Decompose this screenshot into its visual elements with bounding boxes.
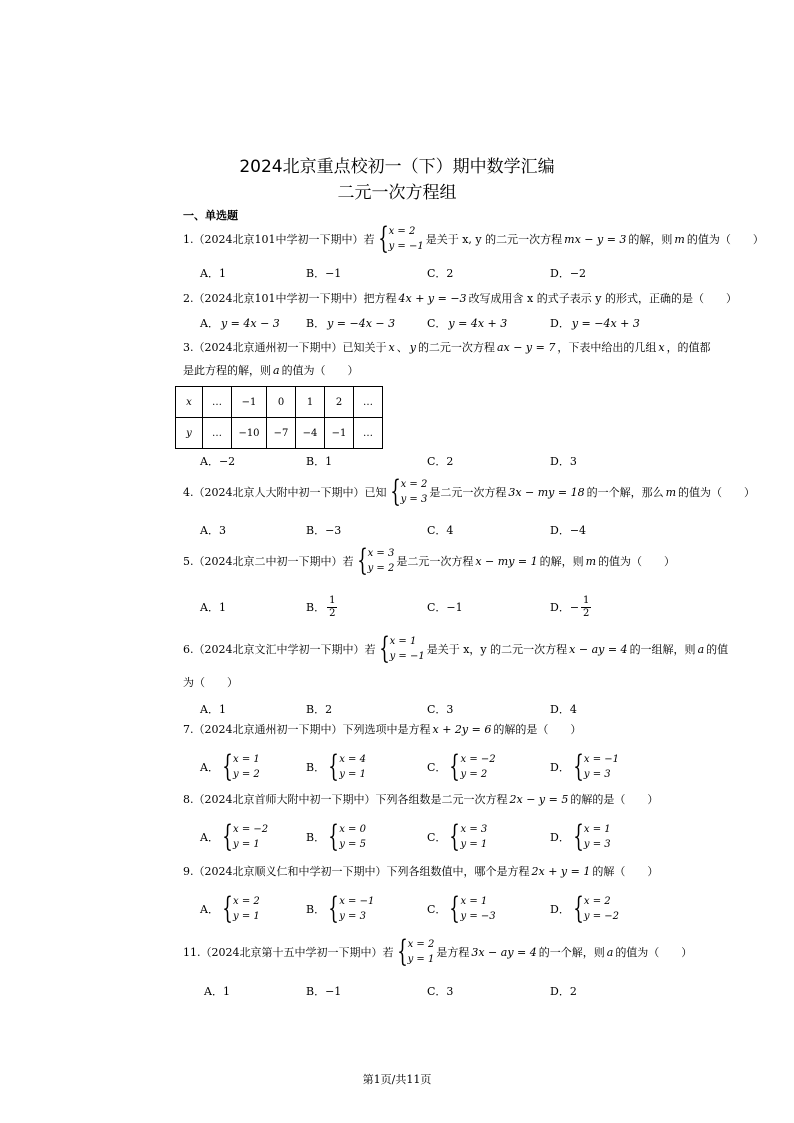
option-value: −3	[325, 523, 342, 537]
table-cell: −7	[267, 418, 296, 449]
question-number: 4.	[183, 485, 194, 499]
option-label: B．	[306, 985, 326, 998]
option-b[interactable]	[306, 749, 368, 784]
variable: x	[388, 340, 395, 354]
system-eq-1: x = 2	[388, 226, 416, 237]
variable: y	[409, 340, 416, 354]
option-value: 1	[222, 984, 230, 998]
options-q1	[200, 262, 760, 284]
option-label: B．	[306, 831, 326, 844]
option-b[interactable]	[306, 596, 339, 618]
question-source: （2024北京人大附中初一下期中）	[193, 486, 365, 499]
variable: m	[665, 485, 677, 499]
system-eq-2: y = 2	[460, 769, 488, 780]
question-text: 已知关于	[342, 341, 387, 354]
option-value: y = 4x − 3	[220, 316, 280, 330]
table-cell: −10	[232, 418, 267, 449]
option-label: A．	[200, 601, 219, 614]
table-cell: …	[203, 387, 232, 418]
option-label: C．	[427, 761, 447, 774]
option-a[interactable]	[200, 262, 226, 284]
option-label: D．	[550, 455, 570, 468]
system-eq-2: y = 1	[407, 954, 435, 965]
system-eq-1: x = 4	[339, 754, 366, 765]
option-label: B．	[306, 455, 326, 468]
table-cell: …	[354, 387, 383, 418]
question-number: 11.	[183, 945, 201, 959]
table-cell: 0	[267, 387, 296, 418]
equation-system: { x = 2 y = −1	[377, 221, 424, 256]
denominator: 2	[583, 607, 590, 619]
options-q11	[204, 980, 764, 1002]
option-b[interactable]	[306, 980, 341, 1002]
document-subtitle: 二元一次方程组	[337, 183, 457, 203]
equation-system: { x = 1 y = −3	[449, 891, 496, 926]
option-label: A．	[200, 455, 219, 468]
option-b[interactable]	[306, 519, 341, 541]
option-c[interactable]	[427, 819, 489, 854]
options-q5	[200, 596, 760, 618]
option-d[interactable]	[550, 450, 577, 472]
option-label: A．	[200, 524, 219, 537]
option-c[interactable]	[427, 262, 453, 284]
equation-system: { x = −2 y = 1	[222, 819, 269, 854]
table-cell: −1	[325, 418, 354, 449]
option-b[interactable]	[306, 891, 376, 926]
question-number: 8.	[183, 792, 194, 806]
option-d[interactable]	[550, 312, 642, 334]
option-value: −1	[325, 266, 342, 280]
option-d[interactable]	[550, 519, 586, 541]
option-value: y = −4x + 3	[571, 316, 640, 330]
system-eq-1: x = 0	[339, 824, 366, 835]
equation-system: { x = 1 y = 3	[573, 819, 611, 854]
system-eq-1: x = 2	[400, 479, 428, 490]
options-q8	[200, 819, 760, 854]
option-label: C．	[427, 703, 447, 716]
option-value: 1	[218, 266, 226, 280]
question-source: （2024北京顺义仁和中学初一下期中）	[193, 865, 387, 878]
values-table	[175, 386, 383, 449]
question-text: 的一组解，则	[629, 643, 696, 656]
system-eq-1: x = 3	[460, 824, 488, 835]
option-label: B．	[306, 761, 326, 774]
question-number: 7.	[183, 722, 194, 736]
system-eq-1: x = 1	[233, 754, 260, 765]
equation: mx − y = 3	[564, 232, 627, 246]
question-text: 的解的是（ ）	[570, 793, 659, 806]
system-eq-1: x = 2	[407, 939, 435, 950]
option-d[interactable]	[550, 819, 613, 854]
question-1	[183, 221, 764, 256]
equation-system: { x = −1 y = 3	[328, 891, 375, 926]
question-text: 的一个解，则	[538, 946, 605, 959]
option-c[interactable]	[427, 980, 453, 1002]
option-label: B．	[306, 903, 326, 916]
option-value: 2	[446, 266, 454, 280]
sign: −	[569, 600, 580, 614]
equation-system: { x = 1 y = −1	[378, 631, 425, 666]
option-label: D．	[550, 703, 570, 716]
variable: m	[674, 232, 685, 246]
table-cell: 2	[325, 387, 354, 418]
option-value: 2	[569, 984, 577, 998]
question-text: 把方程	[363, 292, 397, 305]
equation: 2x − y = 5	[509, 792, 569, 806]
option-label: C．	[427, 317, 447, 330]
document-title: 2024北京重点校初一（下）期中数学汇编	[239, 157, 555, 177]
equation: 3x − my = 18	[508, 485, 585, 499]
system-eq-2: y = 1	[233, 839, 260, 850]
equation: 2x + y = 1	[531, 864, 591, 878]
option-label: D．	[550, 761, 570, 774]
numerator: 1	[329, 594, 336, 606]
option-label: A．	[200, 267, 219, 280]
system-eq-1: x = 1	[460, 896, 488, 907]
question-text: 是方程	[436, 946, 470, 959]
section-heading: 一、单选题	[183, 209, 238, 222]
system-eq-2: y = 1	[233, 911, 260, 922]
question-7	[183, 721, 581, 737]
question-text: 下列各组数是二元一次方程	[375, 793, 508, 806]
option-label: A．	[200, 761, 219, 774]
system-eq-1: x = 3	[367, 548, 395, 559]
question-source: （2024北京101中学初一下期中）	[193, 292, 364, 305]
option-label: A．	[200, 317, 219, 330]
question-text: 为（ ）	[183, 676, 238, 689]
system-eq-1: x = 2	[583, 896, 611, 907]
option-value: 4	[569, 702, 577, 716]
question-text: 的解的是（ ）	[493, 723, 582, 736]
options-q2	[200, 312, 760, 334]
option-value: 2	[325, 702, 333, 716]
question-number: 6.	[183, 642, 194, 656]
question-source: （2024北京首师大附中初一下期中）	[193, 793, 376, 806]
question-text: 若	[364, 643, 376, 656]
question-text: 若	[342, 555, 354, 568]
variable: x	[658, 340, 665, 354]
question-2	[183, 290, 737, 306]
equation: ax − y = 7	[496, 340, 556, 354]
question-source: （2024北京通州初一下期中）	[193, 723, 343, 736]
equation-system: { x = 2 y = 3	[389, 474, 428, 509]
system-eq-2: y = 2	[367, 563, 395, 574]
question-text: 的值为（ ）	[598, 555, 676, 568]
option-b[interactable]	[306, 698, 332, 720]
equation-system: { x = −1 y = 3	[573, 749, 620, 784]
system-eq-1: x = −2	[460, 754, 496, 765]
system-eq-2: y = 5	[339, 839, 366, 850]
option-label: D．	[550, 903, 570, 916]
option-label: D．	[550, 524, 570, 537]
option-b[interactable]	[306, 819, 368, 854]
equation-system: { x = 0 y = 5	[328, 819, 366, 854]
option-label: C．	[427, 985, 447, 998]
option-label: A．	[200, 903, 219, 916]
fraction	[327, 595, 337, 620]
system-eq-2: y = 2	[233, 769, 260, 780]
system-eq-2: y = −2	[583, 911, 620, 922]
table-row	[176, 418, 383, 449]
option-c[interactable]	[427, 749, 498, 784]
question-text: 下列各组数值中，哪个是方程	[386, 865, 530, 878]
table-cell: −1	[232, 387, 267, 418]
option-c[interactable]	[427, 312, 509, 334]
system-eq-1: x = 1	[583, 824, 611, 835]
option-label: C．	[427, 903, 447, 916]
equation: 4x + y = −3	[398, 291, 467, 305]
table-cell: −4	[296, 418, 325, 449]
table-header-cell: y	[176, 418, 203, 449]
option-value: 1	[325, 454, 333, 468]
option-label: A．	[200, 831, 219, 844]
question-text: 是关于 x, y 的二元一次方程	[425, 233, 563, 246]
option-a[interactable]	[200, 596, 226, 618]
option-label: D．	[550, 317, 570, 330]
option-label: B．	[306, 317, 326, 330]
option-label: B．	[306, 524, 326, 537]
question-text: 下列选项中是方程	[342, 723, 431, 736]
question-text: 已知	[364, 486, 387, 499]
question-text: 的值为（ ）	[281, 364, 359, 377]
equation: x − my = 1	[475, 554, 538, 568]
option-value: 4	[446, 523, 454, 537]
system-eq-2: y = 3	[400, 494, 428, 505]
question-text: 的一个解，那么	[586, 486, 664, 499]
option-a[interactable]	[200, 749, 262, 784]
option-c[interactable]	[427, 450, 453, 472]
equation-system: { x = −2 y = 2	[449, 749, 496, 784]
question-text: 的解，则	[539, 555, 584, 568]
system-eq-1: x = −2	[233, 824, 269, 835]
option-label: D．	[550, 985, 570, 998]
option-d[interactable]	[550, 596, 593, 618]
option-value: 3	[446, 984, 454, 998]
option-c[interactable]	[427, 891, 498, 926]
question-text: 是二元一次方程	[396, 555, 474, 568]
variable: m	[585, 554, 597, 568]
options-q4	[200, 519, 760, 541]
option-label: C．	[427, 601, 447, 614]
question-number: 1.	[183, 232, 194, 246]
system-eq-1: x = 2	[233, 896, 260, 907]
question-6	[183, 631, 729, 666]
question-9	[183, 863, 658, 879]
system-eq-1: x = 1	[389, 636, 417, 647]
question-text: 的解，则	[628, 233, 673, 246]
option-c[interactable]	[427, 698, 453, 720]
equation-system: { x = 2 y = 1	[222, 891, 260, 926]
option-value: −4	[569, 523, 587, 537]
page-footer: 第1页/共11页	[362, 1073, 432, 1086]
table-row	[176, 387, 383, 418]
numerator: 1	[583, 594, 590, 606]
system-eq-1: x = −1	[339, 896, 375, 907]
question-3	[183, 339, 711, 355]
question-text: 改写成用含 x 的式子表示 y 的形式，正确的是（ ）	[468, 292, 737, 305]
option-b[interactable]	[306, 312, 397, 334]
question-8	[183, 791, 658, 807]
question-text: 若	[382, 946, 394, 959]
equation: 3x − ay = 4	[471, 945, 537, 959]
option-value: 3	[569, 454, 577, 468]
question-number: 5.	[183, 554, 194, 568]
system-eq-2: y = 3	[583, 839, 611, 850]
options-q3	[200, 450, 760, 472]
variable: a	[273, 363, 280, 377]
system-eq-2: y = −1	[389, 651, 425, 662]
system-eq-2: y = 1	[339, 769, 366, 780]
equation-system: { x = 3 y = 2	[356, 543, 395, 578]
option-label: B．	[306, 703, 326, 716]
variable: a	[606, 945, 614, 959]
equation: x + 2y = 6	[432, 722, 492, 736]
option-d[interactable]	[550, 980, 577, 1002]
system-eq-2: y = −3	[460, 911, 496, 922]
question-text: 是二元一次方程	[429, 486, 507, 499]
table-header-cell: x	[176, 387, 203, 418]
option-label: D．	[550, 601, 570, 614]
option-a[interactable]	[200, 450, 235, 472]
equation: x − ay = 4	[569, 642, 628, 656]
denominator: 2	[329, 607, 336, 619]
question-text: 的值为（ ）	[615, 946, 693, 959]
option-value: 3	[218, 523, 226, 537]
option-label: B．	[306, 601, 326, 614]
option-b[interactable]	[306, 262, 341, 284]
option-c[interactable]	[427, 519, 453, 541]
option-d[interactable]	[550, 749, 621, 784]
question-text: 、	[396, 341, 408, 354]
option-label: D．	[550, 267, 570, 280]
option-value: y = −4x − 3	[327, 316, 396, 330]
option-label: C．	[427, 267, 447, 280]
question-source: （2024北京二中初一下期中）	[193, 555, 343, 568]
option-label: A．	[200, 703, 219, 716]
system-eq-2: y = 1	[460, 839, 488, 850]
options-q6	[200, 698, 760, 720]
option-a[interactable]	[200, 698, 226, 720]
question-6-line2	[183, 674, 238, 690]
option-label: B．	[306, 267, 326, 280]
option-value: 3	[446, 702, 454, 716]
option-value: 1	[218, 600, 226, 614]
option-value: −2	[569, 266, 587, 280]
question-text: 的解（ ）	[592, 865, 659, 878]
system-eq-2: y = −1	[388, 241, 424, 252]
option-a[interactable]	[200, 819, 270, 854]
question-text: 是关于 x，y 的二元一次方程	[426, 643, 568, 656]
question-number: 2.	[183, 291, 194, 305]
equation-system: { x = 3 y = 1	[449, 819, 488, 854]
option-value: 2	[446, 454, 454, 468]
question-text: ，下表中给出的几组	[557, 341, 657, 354]
option-d[interactable]	[550, 698, 577, 720]
option-value: −1	[325, 984, 342, 998]
system-eq-2: y = 3	[583, 769, 611, 780]
question-text: 若	[363, 233, 375, 246]
option-c[interactable]	[427, 596, 463, 618]
question-text: 的值为（ ）	[686, 233, 764, 246]
question-text: 的值为（ ）	[678, 486, 756, 499]
option-value: −2	[218, 454, 236, 468]
options-q9	[200, 891, 760, 926]
option-a[interactable]	[200, 312, 282, 334]
fraction	[581, 595, 591, 620]
equation-system: { x = 2 y = 1	[396, 934, 435, 969]
question-4	[183, 474, 756, 509]
option-value: 1	[218, 702, 226, 716]
question-text: ，的值都	[666, 341, 711, 354]
option-a[interactable]	[204, 980, 230, 1002]
table-cell: …	[203, 418, 232, 449]
options-q7	[200, 749, 760, 784]
option-label: C．	[427, 524, 447, 537]
question-5	[183, 543, 676, 578]
option-a[interactable]	[200, 519, 226, 541]
table-cell: 1	[296, 387, 325, 418]
question-number: 9.	[183, 864, 194, 878]
equation-system: { x = 2 y = −2	[573, 891, 620, 926]
question-source: （2024北京通州初一下期中）	[193, 341, 343, 354]
system-eq-2: y = 3	[339, 911, 366, 922]
system-eq-1: x = −1	[583, 754, 620, 765]
option-label: C．	[427, 831, 447, 844]
table-cell: …	[354, 418, 383, 449]
question-11	[183, 934, 693, 969]
question-source: （2024北京文汇中学初一下期中）	[193, 643, 365, 656]
equation-system: { x = 1 y = 2	[222, 749, 260, 784]
option-value: −1	[446, 600, 463, 614]
option-d[interactable]	[550, 891, 621, 926]
question-source: （2024北京第十五中学初一下期中）	[200, 946, 383, 959]
variable: a	[697, 642, 705, 656]
option-label: D．	[550, 831, 570, 844]
option-b[interactable]	[306, 450, 332, 472]
option-value: y = 4x + 3	[448, 316, 508, 330]
question-number: 3.	[183, 340, 194, 354]
option-a[interactable]	[200, 891, 262, 926]
question-text: 的值	[706, 643, 729, 656]
question-text: 的二元一次方程	[417, 341, 495, 354]
option-d[interactable]	[550, 262, 586, 284]
equation-system: { x = 4 y = 1	[328, 749, 366, 784]
option-label: C．	[427, 455, 447, 468]
option-label: A．	[204, 985, 223, 998]
question-text: 是此方程的解，则	[183, 364, 271, 377]
question-3-line2	[183, 362, 359, 378]
question-source: （2024北京101中学初一下期中）	[193, 233, 364, 246]
